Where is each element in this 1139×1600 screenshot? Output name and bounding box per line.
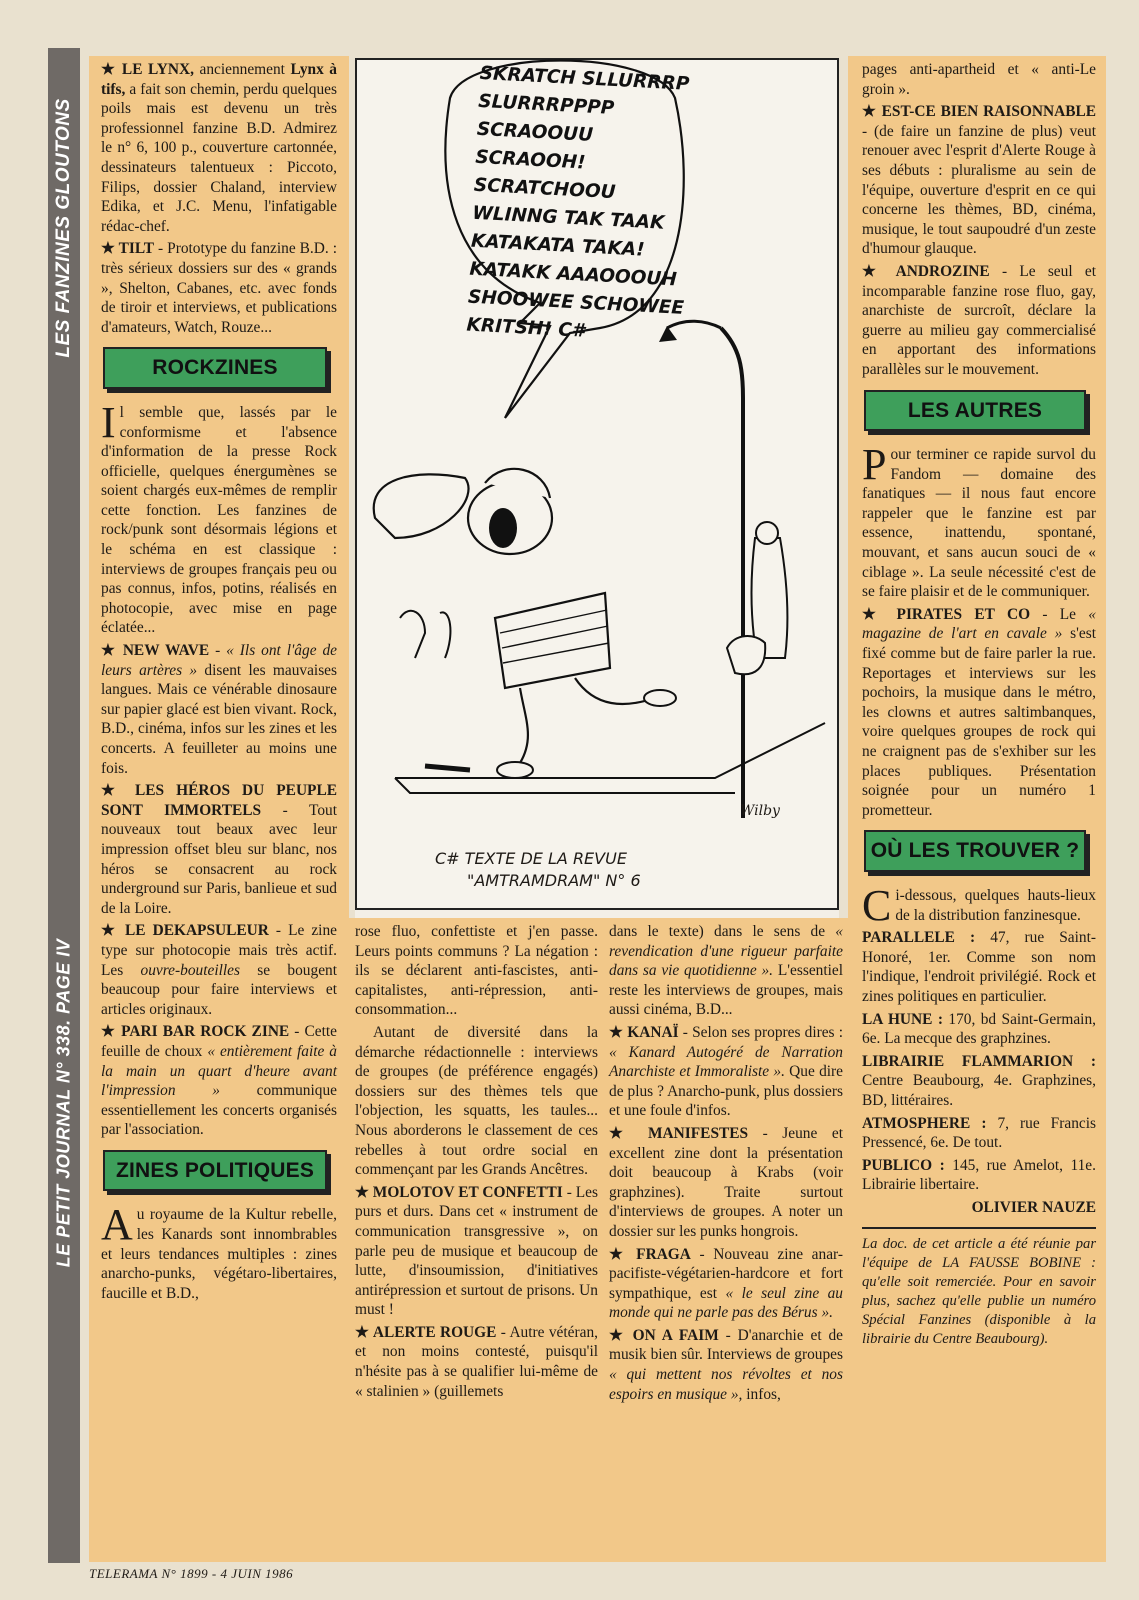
entry-text: - Selon ses propres dires : [678,1023,843,1041]
entry-heros [101,781,337,918]
entry-text: - Le zine type sur photocopie mais très actif. Les [101,922,337,979]
entry-title: ★ PIRATES ET CO [862,605,1031,623]
trouver-intro [862,880,1096,930]
shop-name: PUBLICO : [862,1156,945,1174]
entry-text: dans le texte) dans le sens de [609,923,836,940]
entry-tilt [101,239,337,337]
boy-shoe [497,762,533,778]
artist-signature: Wilby [740,803,780,819]
boy-shoe [644,690,676,706]
drop-cap: A [101,1200,133,1250]
entry-pirates [862,605,1096,821]
entry-quote: « Kanard Autogéré de Narration Anarchiste et Immoraliste ». [609,1043,843,1081]
intro-text: i-dessous, quelques hauts-lieux de la distribution fanzinesque. [895,886,1096,924]
entry-title: ★ LE DEKAPSULEUR [101,922,269,940]
entry-new-wave [101,641,337,778]
shop-atmosphere [862,1114,1096,1153]
drop-cap: P [862,440,887,490]
entry-text: infos, [742,1385,781,1403]
entry-molotov [355,1183,598,1320]
entry-est-ce-bien [862,102,1096,259]
entry-text: - D'anarchie et de musik bien sûr. Interviews de groupes [609,1326,844,1364]
entry-title: ★ FRAGA [609,1245,691,1263]
header-zines-politiques: ZINES POLITIQUES [103,1150,327,1192]
entry-quote: « qui mettent nos révoltes et nos espoirs en musique », [609,1366,843,1403]
autres-intro [862,440,1096,602]
rockzines-intro [101,397,337,638]
entry-text: s'est fixé comme but de faire parler la rue. Reportages et interviews sur les pochoirs, la musique dans le métro, les clowns et autres saltimbanques, voire quelques groupes de rock qui ne craignent pas de s'exhiber sur les places publiques. Présentation soignée pour un numéro 1 prometteur. [862,625,1096,819]
entry-title: ★ TILT [101,240,155,258]
entry-title: ★ ANDROZINE [862,262,990,280]
entry-text: - Autre vétéran, et non moins contesté, puisqu'il n'hésite pas à se qualifier lui-même de « stalinien » (guillemets [355,1323,598,1400]
entry-text: - [209,642,227,660]
author-signature: OLIVIER NAUZE [971,1198,1096,1216]
intro-text: u royaume de la Kultur rebelle, les Kanards sont innombrables et leurs tendances multiples : zines anarcho-punks, végétaro-libertaires, faucille et B.D., [101,1206,337,1302]
entry-text: - Le [1030,605,1089,623]
paragraph [609,922,843,1020]
shop-flammarion [862,1052,1096,1111]
entry-quote: « magazine de l'art en cavale » [862,605,1096,643]
page-footer: TELERAMA N° 1899 - 4 JUIN 1986 [89,1566,294,1581]
section-title: LES FANZINES GLOUTONS [53,98,74,358]
paragraph: pages anti-apartheid et « anti-Le groin ». [862,61,1096,98]
column-left [89,56,349,1562]
background-children [400,611,450,658]
intro-text: our terminer ce rapide survol du Fandom — domaine des fanatiques — il nous faut encore rappeler que le fanzine est par essence, inattendu, spontané, mouvant, et sans aucun souci de « ciblage ». La seule nécessité c'est de se faire plaisir et de le communiquer. [862,446,1096,601]
entry-text: - Cette feuille de choux [101,1023,337,1060]
entry-title: ★ EST-CE BIEN RAISONNABLE [862,103,1096,121]
entry-name: Lynx à tifs, [101,61,337,98]
shop-parallele [862,928,1096,1006]
shop-text: 145, rue Amelot, 11e. Librairie libertaire. [862,1156,1096,1194]
entry-text: - Jeune et excellent zine dont la présentation doit beaucoup à Krabs (voir graphzines). Traite surtout d'interviews de groupes. A noter un dossier sur les punks hongrois. [609,1124,843,1240]
bubble-line: SKRATCH SLLURRRP [479,62,690,95]
entry-title: ★ LES HÉROS DU PEUPLE SONT IMMORTELS [101,782,337,819]
curb-shadow [425,766,470,770]
entry-title: ★ PARI BAR ROCK ZINE [101,1023,290,1041]
entry-text: - Nouveau zine anar-pacifiste-végétarien-hardcore et fort sympathique, est [609,1245,843,1302]
politiques-intro [101,1200,337,1303]
dog [727,636,765,674]
column-right [848,56,1106,1562]
entry-quote: ouvre-bouteilles [140,961,240,979]
entry-quote: « Ils ont l'âge de leurs artères » [101,642,337,679]
waving-paper [374,474,469,538]
vertical-sidebar [48,48,80,1563]
entry-androzine [862,262,1096,380]
credit-note: La doc. de cet article a été réunie par l'équipe de LA FAUSSE BOBINE : qu'elle soit remerciée. Pour en savoir plus, sachez qu'elle publie un numéro Spécial Fanzines (disponible à la librairie du Centre Beaubourg). [862,1227,1096,1349]
header-les-autres: LES AUTRES [864,390,1086,432]
shop-publico [862,1156,1096,1195]
shop-name: LA HUNE : [862,1010,943,1028]
entry-title: ★ ON A FAIM [609,1326,719,1344]
page-reference: LE PETIT JOURNAL N° 338. PAGE IV [53,938,74,1268]
shop-name: LIBRAIRIE FLAMMARION : [862,1052,1096,1070]
bubble-line: KATAKK AAAOOOUH [468,258,678,291]
caption-line: C# TEXTE DE LA REVUE [435,849,627,868]
entry-title: ★ KANAÏ [609,1023,679,1041]
intro-text: l semble que, lassés par le conformisme et l'absence d'information de la presse Rock officielle, quelques énergumènes se soient chargés eux-mêmes de remplir cette fonction. Les fanzines de rock/punk sont désormais légions et le schéma en est classique : interviews de groupes français peu ou pas connus, infos, potins, réalisés en photocopie, avec mise en page éclatée... [101,403,337,637]
header-rockzines: ROCKZINES [103,347,327,389]
bystander-head [756,522,778,544]
drop-cap: I [101,397,116,447]
entry-text: Que dire de plus ? Anarcho-punk, plus dossiers et une foule d'infos. [609,1063,844,1120]
drop-cap: C [862,880,892,930]
entry-title: ★ NEW WAVE [101,642,210,660]
entry-text: a fait son chemin, perdu quelques poils mais est devenu un très professionnel fanzine B.D. Admirez le n° 6, 100 p., couverture cartonnée, dessinateurs talentueux : Piccoto, Filips, dossier Chaland, interview Edika, et J.C. Menu, l'infatigable rédac-chef. [101,80,337,235]
shop-text: 170, bd Saint-Germain, 6e. La mecque des graphzines. [862,1010,1096,1048]
entry-alerte-rouge [355,1323,598,1401]
boy-mouth [489,508,517,548]
shop-text: Centre Beaubourg, 4e. Graphzines, BD, littéraires. [862,1072,1096,1109]
bubble-line: WLINNG TAK TAAK [471,202,665,234]
bubble-text [466,60,720,352]
entry-dekapsuleur [101,921,337,1019]
cartoon-caption [435,848,641,892]
entry-pari-bar [101,1022,337,1140]
entry-manifestes [609,1124,843,1242]
entry-title: ★ MOLOTOV ET CONFETTI [355,1183,563,1201]
entry-quote: « revendication d'une rigueur parfaite dans sa vie quotidienne ». [609,923,843,980]
shop-name: PARALLELE : [862,929,976,947]
entry-text: - Le seul et incomparable fanzine rose fluo, gay, anarchiste de surcroît, déclare la guerre au milieu gay commercialisé en apportant des informations parallèles sur le mouvement. [862,262,1096,378]
paragraph: rose fluo, confettiste et j'en passe. Leurs points communs ? La négation : ils se déclarent anti-fascistes, anti-capitalistes, anti-répression, anti-consommation... [355,923,598,1019]
entry-quote: « entièrement faite à la main un quart d'heure avant l'impression » [101,1042,337,1100]
fanzine-stack [495,593,610,688]
entry-fraga [609,1245,843,1323]
entry-text: anciennement [194,61,291,78]
entry-title: ★ MANIFESTES [609,1124,749,1142]
entry-title: ★ LE LYNX, [101,61,194,78]
lamp-post [721,328,743,818]
entry-text: - Tout nouveaux tout beaux avec leur impression offset bleu sur blanc, nos héros se consacrent au rock underground sur Paris, banlieue et sud de la Loire. [101,801,337,917]
caption-line: "AMTRAMDRAM" N° 6 [467,871,641,890]
cartoon-illustration [355,58,839,918]
shop-name: ATMOSPHERE : [862,1114,987,1132]
bubble-line: SCRAOOH! SCRATCHOOU [473,146,617,204]
bubble-line: KRITSH! C# [466,314,586,342]
entry-text: - Prototype du fanzine B.D. : très sérieux dossiers sur des « grands », Shelton, Cabanes, etc. avec fonds de tiroir et interviews, et publications d'amateurs, Watch, Rouze... [101,240,337,336]
entry-text: - Les purs et durs. Dans cet « instrument de communication transgressive », on parle peu de musique et beaucoup de lutte, d'insoumission, d'initiatives antirépression et surtout de prisons. Un must ! [355,1183,599,1319]
entry-text: disent les mauvaises langues. Mais ce vénérable dinosaure sur papier glacé est bien vivant. Rock, B.D., cinéma, infos sur les zines et les concerts. A feuilleter au moins une fois. [101,661,338,777]
shop-la-hune [862,1010,1096,1049]
shop-text: 7, rue Francis Pressencé, 6e. De tout. [862,1114,1096,1152]
entry-text: L'essentiel reste les interviews de groupes, mais aussi cinéma, B.D... [609,962,843,1019]
sidewalk-curb [395,778,735,793]
bubble-line: SHOOWEE SCHOWEE [467,286,685,319]
entry-text: - (de faire un fanzine de plus) veut renouer avec l'esprit d'Alerte Rouge à ses débuts : pluralisme au sein de l'équipe, ouverture d'esprit en ce qui concerne les thèmes, BD, cinéma, musique, le tout saupoudré d'un zeste d'humour glauque. [862,122,1096,258]
column-center-right [603,918,849,1562]
bubble-line: KATAKATA TAKA! [470,230,646,261]
entry-kanai [609,1023,843,1121]
entry-title: ★ ALERTE ROUGE [355,1323,497,1341]
bubble-line: SLURRRPPPP SCRAOOUU [476,90,615,146]
paragraph: Autant de diversité dans la démarche rédactionnelle : interviews de groupes (de préférence engagés) dossiers sur des thèmes tels que l'objection, les squatts, les taules... Nous aborderons le classement de ces rebelles à tout ordre social en commençant par les Grands Ancêtres. [355,1023,598,1179]
column-center-left [345,918,606,1562]
shop-text: 47, rue Saint-Honoré, 1er. Comme son nom l'indique, l'endroit privilégié. Rock et zines politiques en particulier. [862,929,1096,1005]
header-ou-les-trouver: OÙ LES TROUVER ? [864,830,1086,872]
entry-quote: « le seul zine au monde qui ne parle pas des Bérus ». [609,1284,843,1322]
entry-text: communique essentiellement les concerts organisés par l'association. [101,1082,337,1139]
entry-lynx [101,60,337,236]
entry-on-a-faim [609,1326,843,1404]
boy-legs [520,678,655,763]
entry-text: se bougent beaucoup pour faire interviews et articles originaux. [101,961,337,1018]
